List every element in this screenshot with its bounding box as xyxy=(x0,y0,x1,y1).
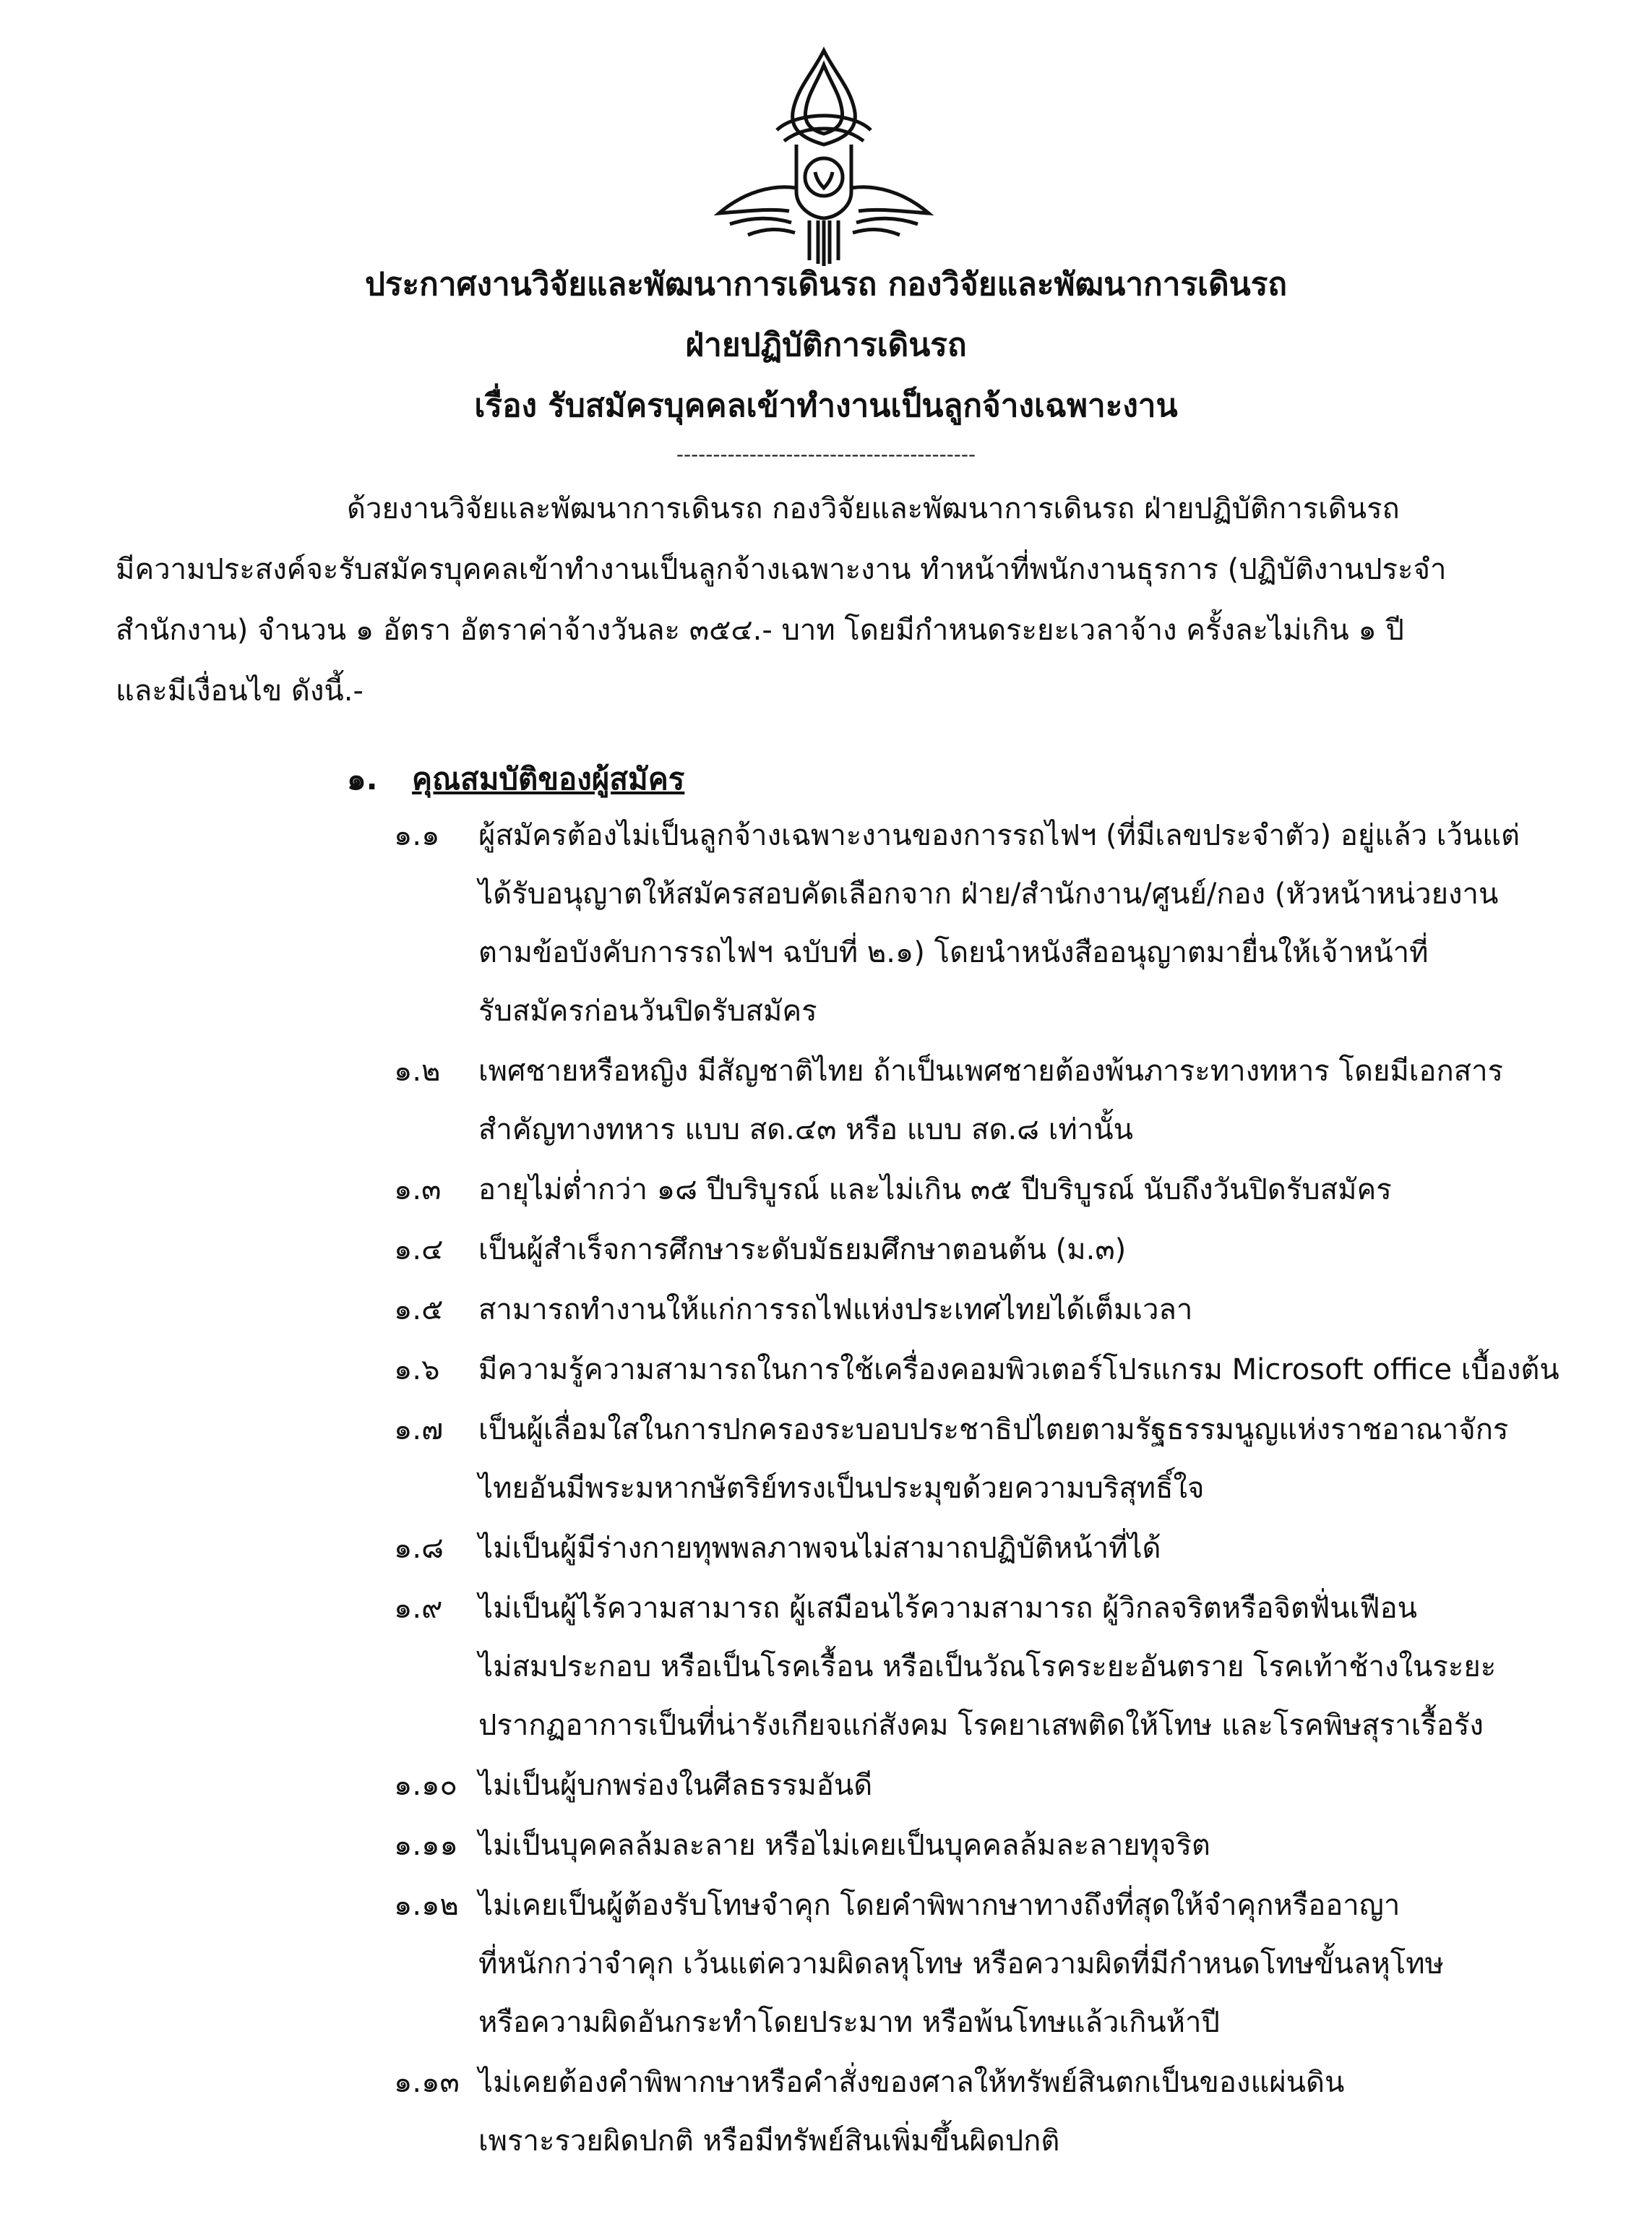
list-item xyxy=(0,1579,1652,1755)
section-label: คุณสมบัติของผู้สมัคร xyxy=(412,761,685,797)
item-text xyxy=(478,1161,1606,1219)
list-item xyxy=(0,1161,1652,1219)
item-line: ไม่เป็นผู้บกพร่องในศีลธรรมอันดี xyxy=(478,1769,873,1802)
item-line: ที่หนักกว่าจำคุก เว้นแต่ความผิดลหุโทษ หรือความผิดที่มีกำหนดโทษขั้นลหุโทษ xyxy=(478,1947,1444,1981)
item-number: ๑.๕ xyxy=(394,1293,444,1326)
item-line: ไม่สมประกอบ หรือเป็นโรคเรื้อน หรือเป็นวัณโรคระยะอันตราย โรคเท้าช้างในระยะ xyxy=(478,1650,1497,1683)
item-number: ๑.๑๒ xyxy=(394,1889,459,1922)
item-line: ปรากฏอาการเป็นที่น่ารังเกียจแก่สังคม โรคยาเสพติดให้โทษ และโรคพิษสุราเรื้อรัง xyxy=(478,1709,1484,1742)
item-number: ๑.๑๓ xyxy=(394,2066,460,2099)
item-line: ไม่เป็นบุคคลล้มละลาย หรือไม่เคยเป็นบุคคลล้มละลายทุจริต xyxy=(478,1829,1210,1862)
item-line: ไม่เคยต้องคำพิพากษาหรือคำสั่งของศาลให้ทรัพย์สินตกเป็นของแผ่นดิน xyxy=(478,2066,1345,2099)
list-item xyxy=(0,1876,1652,2052)
announcement-title: ประกาศงานวิจัยและพัฒนาการเดินรถ กองวิจัยและพัฒนาการเดินรถ xyxy=(364,266,1288,303)
subject-title: เรื่อง รับสมัครบุคคลเข้าทำงานเป็นลูกจ้างเฉพาะงาน xyxy=(474,387,1178,424)
item-text xyxy=(478,1042,1606,1159)
item-number: ๑.๖ xyxy=(394,1353,440,1386)
item-line: รับสมัครก่อนวันปิดรับสมัคร xyxy=(478,995,817,1028)
item-line: ตามข้อบังคับการรถไฟฯ ฉบับที่ ๒.๑) โดยนำหนังสืออนุญาตมายื่นให้เจ้าหน้าที่ xyxy=(478,936,1429,969)
item-line: ไม่เป็นผู้ไร้ความสามารถ ผู้เสมือนไร้ความสามารถ ผู้วิกลจริตหรือจิตฟั่นเฟือน xyxy=(478,1592,1417,1625)
intro-line: ด้วยงานวิจัยและพัฒนาการเดินรถ กองวิจัยและพัฒนาการเดินรถ ฝ่ายปฏิบัติการเดินรถ xyxy=(347,492,1400,526)
list-item xyxy=(0,807,1652,1041)
item-number: ๑.๗ xyxy=(394,1413,444,1446)
item-number: ๑.๔ xyxy=(394,1233,444,1266)
list-item xyxy=(0,1341,1652,1399)
item-line: ไทยอันมีพระมหากษัตริย์ทรงเป็นประมุขด้วยความบริสุทธิ์ใจ xyxy=(478,1472,1205,1505)
item-text xyxy=(478,1816,1606,1875)
item-number: ๑.๑๐ xyxy=(394,1769,457,1802)
item-line: เป็นผู้สำเร็จการศึกษาระดับมัธยมศึกษาตอนต้น (ม.๓) xyxy=(478,1233,1127,1266)
item-text xyxy=(478,1876,1606,2052)
item-number: ๑.๑ xyxy=(394,819,440,852)
item-line: เพศชายหรือหญิง มีสัญชาติไทย ถ้าเป็นเพศชายต้องพ้นภาระทางทหาร โดยมีเอกสาร xyxy=(478,1055,1504,1088)
item-text xyxy=(478,1756,1606,1815)
item-line: อายุไม่ต่ำกว่า ๑๘ ปีบริบูรณ์ และไม่เกิน ๓๕ ปีบริบูรณ์ นับถึงวันปิดรับสมัคร xyxy=(478,1173,1392,1206)
item-line: ผู้สมัครต้องไม่เป็นลูกจ้างเฉพาะงานของการรถไฟฯ (ที่มีเลขประจำตัว) อยู่แล้ว เว้นแต่ xyxy=(478,819,1520,852)
item-text xyxy=(478,2054,1606,2171)
list-item xyxy=(0,1816,1652,1875)
intro-line: และมีเงื่อนไข ดังนี้.- xyxy=(116,674,363,708)
divider: ----------------------------------------- xyxy=(676,442,976,466)
list-item xyxy=(0,1042,1652,1159)
item-text xyxy=(478,1401,1606,1518)
item-number: ๑.๙ xyxy=(394,1592,443,1625)
item-number: ๑.๑๑ xyxy=(394,1829,458,1862)
list-item xyxy=(0,1401,1652,1518)
winged-emblem-icon xyxy=(708,43,939,267)
item-text xyxy=(478,1281,1606,1339)
item-text xyxy=(478,1579,1606,1755)
department-title: ฝ่ายปฏิบัติการเดินรถ xyxy=(685,327,967,364)
list-item xyxy=(0,1519,1652,1578)
item-line: สามารถทำงานให้แก่การรถไฟแห่งประเทศไทยได้เต็มเวลา xyxy=(478,1293,1193,1326)
item-line: หรือความผิดอันกระทำโดยประมาท หรือพ้นโทษแล้วเกินห้าปี xyxy=(478,2006,1220,2039)
item-line: เป็นผู้เลื่อมใสในการปกครองระบอบประชาธิปไตยตามรัฐธรรมนูญแห่งราชอาณาจักร xyxy=(478,1413,1509,1446)
section-number: ๑. xyxy=(347,761,378,797)
item-text xyxy=(478,1519,1606,1578)
list-item xyxy=(0,1756,1652,1815)
item-number: ๑.๘ xyxy=(394,1532,444,1565)
item-text xyxy=(478,1341,1606,1399)
item-line: เพราะรวยผิดปกติ หรือมีทรัพย์สินเพิ่มขึ้นผิดปกติ xyxy=(478,2124,1060,2158)
item-line: ไม่เคยเป็นผู้ต้องรับโทษจำคุก โดยคำพิพากษาทางถึงที่สุดให้จำคุกหรืออาญา xyxy=(478,1889,1401,1922)
item-number: ๑.๓ xyxy=(394,1173,442,1206)
item-text xyxy=(478,807,1606,1041)
list-item xyxy=(0,2054,1652,2171)
item-number: ๑.๒ xyxy=(394,1055,441,1088)
intro-line: มีความประสงค์จะรับสมัครบุคคลเข้าทำงานเป็นลูกจ้างเฉพาะงาน ทำหน้าที่พนักงานธุรการ (ปฏิบัติงานประจำ xyxy=(116,553,1447,586)
item-line: ไม่เป็นผู้มีร่างกายทุพพลภาพจนไม่สามาถปฏิบัติหน้าที่ได้ xyxy=(478,1532,1161,1565)
intro-paragraph xyxy=(116,479,1525,721)
list-item xyxy=(0,1281,1652,1339)
item-line: มีความรู้ความสามารถในการใช้เครื่องคอมพิวเตอร์โปรแกรม Microsoft office เบื้องต้น xyxy=(478,1353,1559,1386)
intro-line: สำนักงาน) จำนวน ๑ อัตรา อัตราค่าจ้างวันละ ๓๕๔.- บาท โดยมีกำหนดระยะเวลาจ้าง ครั้งละไม่เกิน ๑ ปี xyxy=(116,614,1404,647)
list-item xyxy=(0,1221,1652,1279)
qualification-list xyxy=(0,807,1652,2172)
item-text xyxy=(478,1221,1606,1279)
item-line: ได้รับอนุญาตให้สมัครสอบคัดเลือกจาก ฝ่าย/สำนักงาน/ศูนย์/กอง (หัวหน้าหน่วยงาน xyxy=(478,878,1499,911)
section-heading xyxy=(347,749,684,810)
item-line: สำคัญทางทหาร แบบ สด.๔๓ หรือ แบบ สด.๘ เท่านั้น xyxy=(478,1113,1133,1146)
